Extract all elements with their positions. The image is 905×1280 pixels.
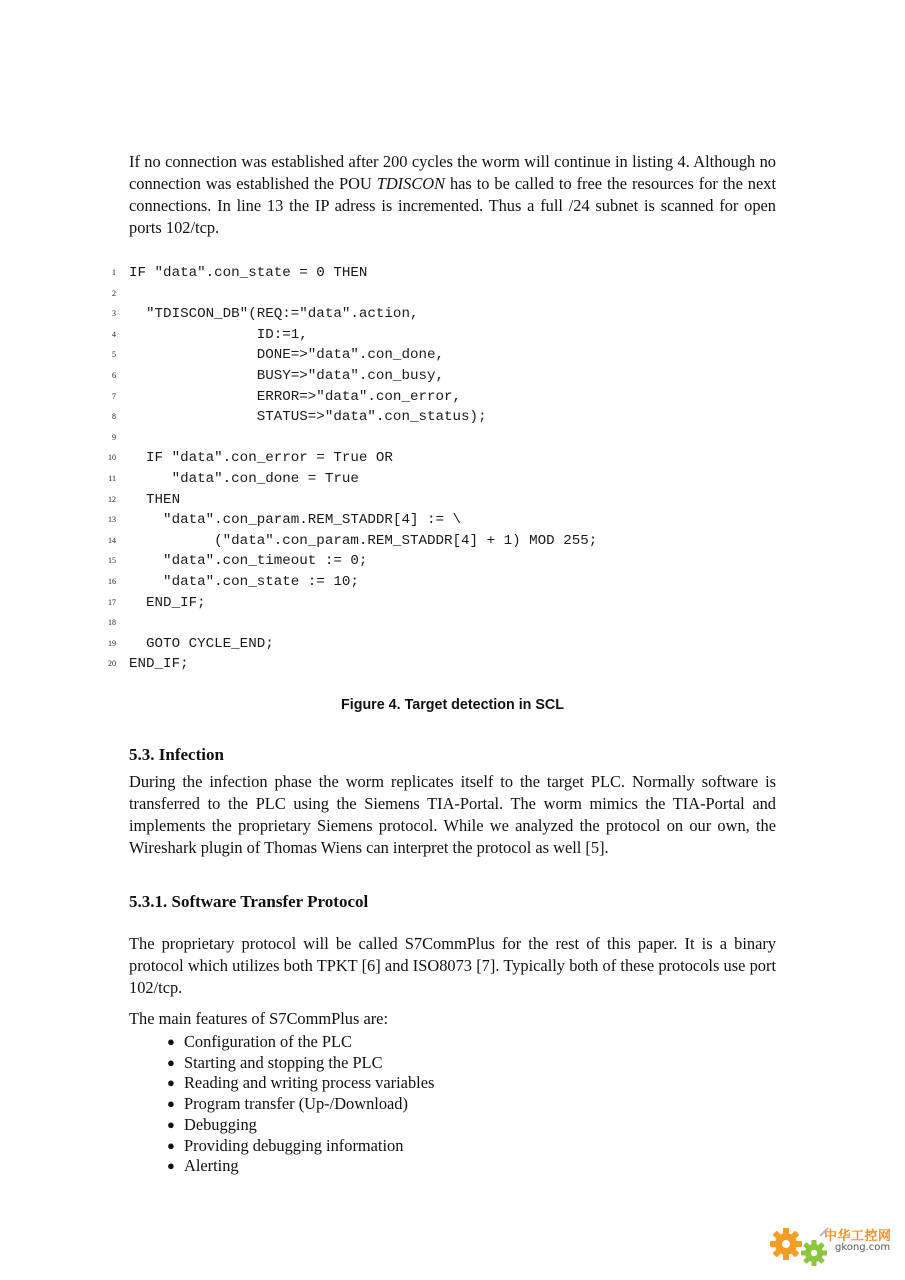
list-item xyxy=(164,1156,434,1177)
code-line xyxy=(0,531,760,552)
code-line xyxy=(0,325,760,346)
line-number: 6 xyxy=(112,371,116,380)
code-text: END_IF; xyxy=(129,656,189,673)
line-number: 1 xyxy=(112,268,116,277)
infection-paragraph: During the infection phase the worm replicates itself to the target PLC. Normally software is transferred to the PLC using the Siemens TIA-Portal. The worm mimics the TIA-Portal and implements the proprietary Siemens protocol. While we analyzed the protocol on our own, the Wireshark plugin of Thomas Wiens can interpret the protocol as well [5]. xyxy=(129,772,776,857)
code-line xyxy=(0,263,760,284)
intro-text-1: If no connection was established after 200 cycles the worm will continue in listing 4. Although no connection was established the POU xyxy=(129,152,776,193)
code-text: DONE=>"data".con_done, xyxy=(129,347,445,364)
line-number: 13 xyxy=(108,515,116,525)
code-line xyxy=(0,304,760,325)
list-item xyxy=(164,1053,434,1074)
list-item-text: Starting and stopping the PLC xyxy=(184,1052,383,1072)
code-line xyxy=(0,448,760,469)
watermark-logo-text: 中华工控网 xyxy=(824,1229,892,1244)
figure-caption: Figure 4. Target detection in SCL xyxy=(341,697,564,713)
code-text: IF "data".con_state = 0 THEN xyxy=(129,265,368,281)
bullet-icon: ● xyxy=(167,1075,175,1091)
line-number: 9 xyxy=(112,432,116,442)
code-text: STATUS=>"data".con_status); xyxy=(129,409,487,426)
code-line xyxy=(0,428,760,449)
line-number: 7 xyxy=(112,391,116,401)
line-number: 17 xyxy=(108,597,116,607)
code-line xyxy=(0,551,760,572)
list-item xyxy=(164,1094,434,1115)
code-line xyxy=(0,284,760,305)
bullet-icon: ● xyxy=(167,1096,175,1112)
line-number: 16 xyxy=(108,577,116,586)
list-item xyxy=(164,1115,434,1136)
protocol-paragraph: The proprietary protocol will be called S7CommPlus for the rest of this paper. It is a binary protocol which utilizes both TPKT [6] and ISO8073 [7]. Typically both of these protocols use port 102/tcp. xyxy=(129,934,776,997)
list-item-text: Alerting xyxy=(184,1156,239,1176)
line-number: 4 xyxy=(112,329,116,339)
code-text: "data".con_done = True xyxy=(129,471,359,487)
list-item-text: Providing debugging information xyxy=(184,1135,404,1155)
line-number: 8 xyxy=(112,412,116,422)
code-line xyxy=(0,407,760,428)
line-number: 2 xyxy=(112,288,116,298)
bullet-icon: ● xyxy=(167,1137,175,1153)
list-item xyxy=(164,1136,434,1157)
code-text: "data".con_state := 10; xyxy=(129,574,359,590)
code-text: "TDISCON_DB"(REQ:="data".action, xyxy=(129,306,419,323)
line-number: 5 xyxy=(112,350,116,360)
line-number: 15 xyxy=(108,556,116,566)
code-line xyxy=(0,345,760,366)
line-number: 20 xyxy=(108,659,116,669)
watermark-url: gkong.com xyxy=(835,1242,891,1253)
code-text: BUSY=>"data".con_busy, xyxy=(129,368,445,384)
code-text: ("data".con_param.REM_STADDR[4] + 1) MOD 255; xyxy=(129,532,598,549)
code-text: ERROR=>"data".con_error, xyxy=(129,388,462,405)
code-text: IF "data".con_error = True OR xyxy=(129,450,393,467)
code-line xyxy=(0,593,760,614)
code-text: END_IF; xyxy=(129,594,206,611)
code-line xyxy=(0,366,760,387)
line-number: 11 xyxy=(108,474,116,483)
code-line xyxy=(0,490,760,511)
list-item xyxy=(164,1073,434,1094)
code-text: "data".con_timeout := 0; xyxy=(129,553,368,570)
line-number: 3 xyxy=(112,309,116,319)
line-number: 12 xyxy=(108,494,116,504)
code-line xyxy=(0,654,760,675)
list-item xyxy=(164,1032,434,1053)
bullet-icon: ● xyxy=(167,1054,175,1070)
code-text: THEN xyxy=(129,491,181,508)
code-line xyxy=(0,387,760,408)
code-line xyxy=(0,613,760,634)
intro-paragraph xyxy=(129,151,776,239)
section-heading-infection: 5.3. Infection xyxy=(129,745,224,764)
code-line xyxy=(0,510,760,531)
list-item-text: Program transfer (Up-/Download) xyxy=(184,1094,408,1114)
line-number: 19 xyxy=(108,638,116,648)
line-number: 18 xyxy=(108,618,116,628)
code-line xyxy=(0,572,760,593)
list-item-text: Debugging xyxy=(184,1114,257,1134)
code-line xyxy=(0,469,760,490)
list-item-text: Reading and writing process variables xyxy=(184,1073,435,1093)
line-number: 14 xyxy=(108,535,116,545)
feature-list xyxy=(164,1032,434,1177)
intro-text-2: has to be called to free the resources for the next connections. In line 13 the IP adress is incremented. Thus a full /24 subnet is scanned for open ports 102/tcp. xyxy=(129,174,776,237)
section-heading-software-transfer: 5.3.1. Software Transfer Protocol xyxy=(129,892,369,911)
features-intro: The main features of S7CommPlus are: xyxy=(129,1009,389,1028)
list-item-text: Configuration of the PLC xyxy=(184,1032,352,1051)
tdiscon-term: TDISCON xyxy=(376,174,446,193)
code-text: GOTO CYCLE_END; xyxy=(129,635,274,652)
code-line xyxy=(0,634,760,655)
bullet-icon: ● xyxy=(167,1034,175,1049)
bullet-icon: ● xyxy=(167,1158,175,1174)
code-text: ID:=1, xyxy=(129,326,308,343)
line-number: 10 xyxy=(108,453,116,463)
code-text: "data".con_param.REM_STADDR[4] := \ xyxy=(129,512,462,529)
bullet-icon: ● xyxy=(167,1116,175,1132)
